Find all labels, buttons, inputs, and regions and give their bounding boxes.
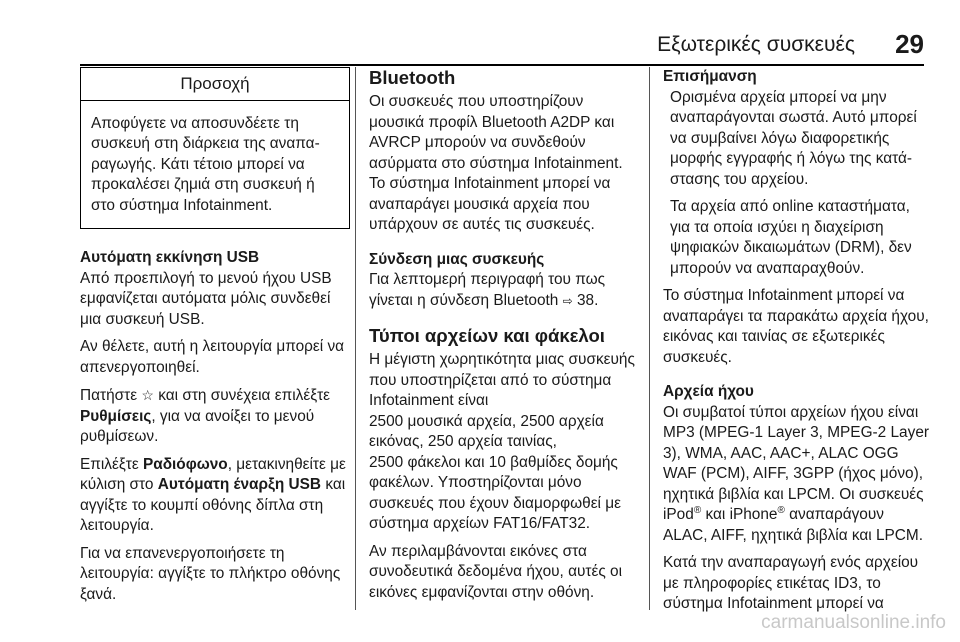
paragraph: Η μέγιστη χωρητικότητα μιας συσκευής που υποστηρίζεται από το σύστημα Infotainment είναι [369,351,635,409]
file-types-heading: Τύποι αρχείων και φάκελοι [369,325,605,346]
paragraph: Αν θέλετε, αυτή η λειτουργία μπορεί να απενεργοποιηθεί. [80,338,345,376]
column-middle [369,67,637,610]
column-divider [355,67,356,610]
note-box [663,67,929,279]
page-reference-arrow-icon: ⇨ [562,293,573,308]
paragraph: Από προεπιλογή το μενού ήχου USB εμφανίζεται αυτόματα μόλις συνδεθεί μια συσκευή USB. [80,269,332,328]
auto-start-heading: Αυτόματη εκκίνηση USB [80,249,260,266]
registered-mark: ® [777,504,785,516]
caution-box [80,67,350,229]
paragraph: Για να επανενεργοποιήσετε τη λειτουργία: αγγίξτε το πλήκτρο οθόνης ξανά. [80,544,341,603]
note-text: Ορισμένα αρχεία μπορεί να μην αναπαράγονται σωστά. Αυτό μπορεί να συμβαίνει λόγω διαφορετικής μορφής εγγραφής ή λόγω της κατάστασης του αρχείου. [670,88,917,188]
settings-term: Ρυθμίσεις [80,407,152,425]
watermark: carmanualsonline.info [761,612,946,633]
note-text: Τα αρχεία από online καταστήματα, για τα οποία ισχύει η διαχείριση ψηφιακών δικαιωμάτων (DRM), δεν μπορούν να αναπαραχθούν. [670,198,912,277]
paragraph: Οι συμβατοί τύποι αρχείων ήχου είναι MP3 (MPEG-1 Layer 3, MPEG-2 Layer 3), WMA, AAC, AAC+, ALAC OGG WAF (PCM), AIFF, 3GPP (ήχος μόνο), ηχητικά βιβλία και LPCM. Οι συσκευές iPod® και iPhone® αναπαράγουν ALAC, AIFF, ηχητικά βιβλία και LPCM. [663,403,929,544]
caution-text: Αποφύγετε να αποσυνδέετε τη συσκευή στη διάρκεια της αναπαραγωγής. Κάτι τέτοιο μπορεί να προκαλέσει ζημιά στη συσκευή ή στο σύστημα Infotainment. [91,114,320,214]
column-left [80,67,350,612]
paragraph: 2500 μουσικά αρχεία, 2500 αρχεία εικόνας, 250 αρχεία ταινίας, [369,412,604,450]
paragraph: 2500 φάκελοι και 10 βαθμίδες δομής φακέλων. Υποστηρίζονται μόνο συσκευές που έχουν διαμορφωθεί με σύστημα αρχείων FAT16/FAT32. [369,453,621,532]
column-right [663,67,929,622]
bluetooth-heading: Bluetooth [369,67,456,88]
caution-title: Προσοχή [81,68,349,101]
paragraph: Για λεπτομερή περιγραφή του πως γίνεται η σύνδεση Bluetooth ⇨ 38. [369,271,606,309]
favourite-star-icon: ☆ [141,387,154,403]
column-divider [649,67,650,610]
note-heading: Επισήμανση [663,68,757,85]
paragraph: Οι συσκευές που υποστηρίζουν μουσικά προφίλ Bluetooth A2DP και AVRCP μπορούν να συνδεθούν ασύρματα στο σύστημα Infotainment. Το σύστημα Infotainment μπορεί να αναπαράγει μουσικά αρχεία που υπάρχουν σε αυτές τις συσκευές. [369,93,623,233]
paragraph: Πατήστε ☆ και στη συνέχεια επιλέξτε Ρυθμίσεις, για να ανοίξει το μενού ρυθμίσεων. [80,387,331,445]
registered-mark: ® [693,504,702,516]
paragraph: Αν περιλαμβάνονται εικόνες στα συνοδευτικά δεδομένα ήχου, αυτές οι εικόνες εμφανίζονται στην οθόνη. [369,542,623,601]
auto-start-term: Αυτόματη έναρξη USB [157,476,322,493]
paragraph: Επιλέξτε Ραδιόφωνο, μετακινηθείτε με κύλιση στο Αυτόματη έναρξη USB και αγγίξτε το κουμπί οθόνης δίπλα στη λειτουργία. [80,455,346,534]
paragraph: Κατά την αναπαραγωγή ενός αρχείου με πληροφορίες ετικέτας ID3, το σύστημα Infotainment μπορεί να [663,554,919,612]
connect-device-heading: Σύνδεση μιας συσκευής [369,250,545,268]
audio-files-heading: Αρχεία ήχου [663,383,754,400]
page-number: 29 [895,29,924,59]
header-title: Εξωτερικές συσκευές [657,33,855,56]
radio-term: Ραδιόφωνο [142,455,228,473]
paragraph: Το σύστημα Infotainment μπορεί να αναπαράγει τα παρακάτω αρχεία ήχου, εικόνας και ταινίας σε εξωτερικές συσκευές. [663,287,929,366]
